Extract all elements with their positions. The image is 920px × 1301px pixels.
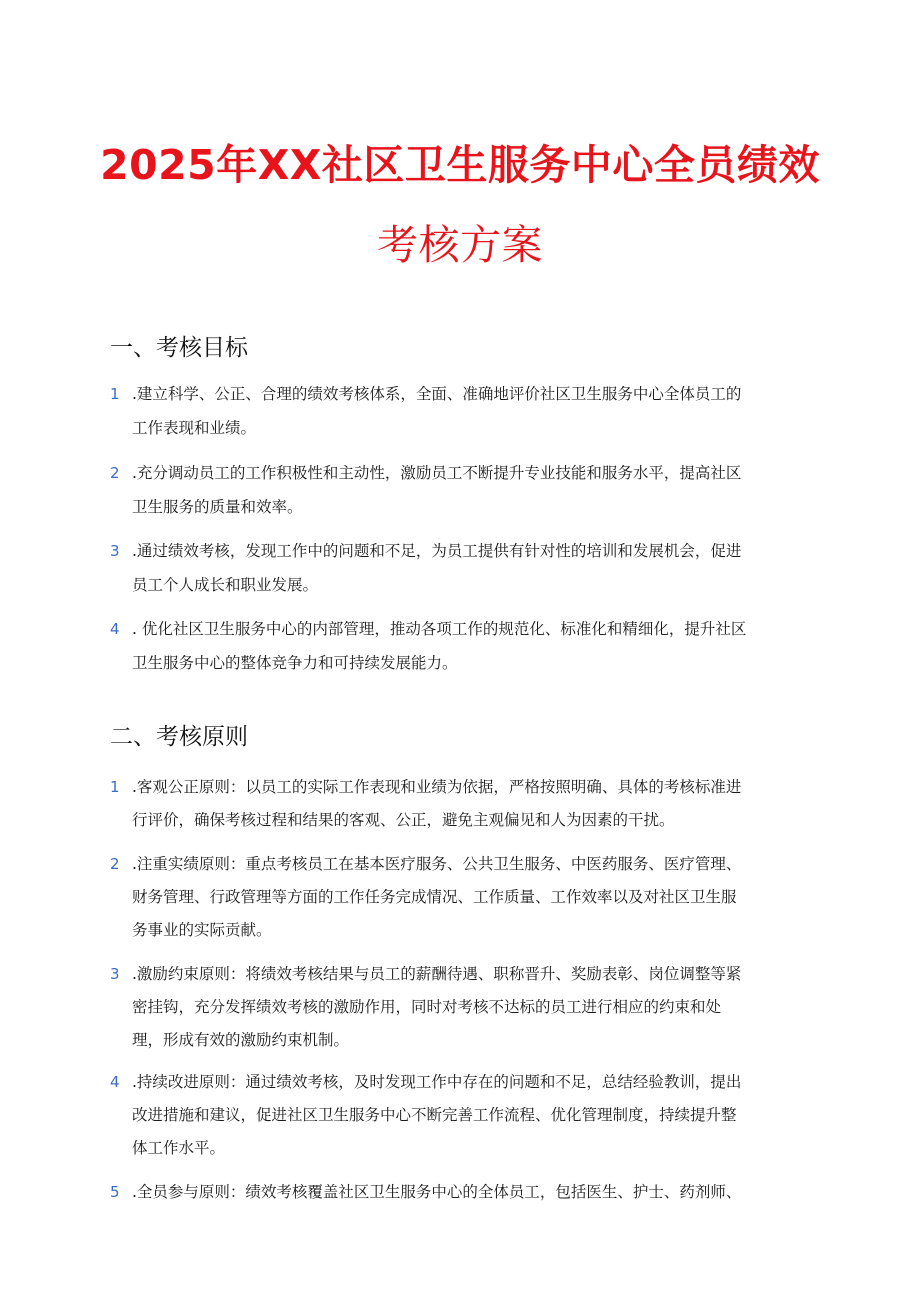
item-number: 2 — [110, 855, 120, 873]
item-text-line: 员工个人成长和职业发展。 — [132, 576, 319, 594]
document-title-line-2: 考核方案 — [377, 221, 543, 269]
item-text-line: 改进措施和建议，促进社区卫生服务中心不断完善工作流程、优化管理制度，持续提升整 — [132, 1106, 737, 1124]
item-number: 2 — [110, 464, 120, 482]
document-title-line-1: 2025年XX社区卫生服务中心全员绩效 — [100, 141, 820, 189]
item-text-line: 理，形成有效的激励约束机制。 — [132, 1031, 350, 1049]
item-number: 4 — [110, 1073, 120, 1091]
item-text-line: .建立科学、公正、合理的绩效考核体系，全面、准确地评价社区卫生服务中心全体员工的 — [132, 385, 742, 403]
item-text-line: .客观公正原则：以员工的实际工作表现和业绩为依据，严格按照明确、具体的考核标准进 — [132, 778, 742, 796]
item-number: 5 — [110, 1183, 120, 1201]
item-text-line: 工作表现和业绩。 — [132, 419, 257, 437]
item-text-line: . 优化社区卫生服务中心的内部管理，推动各项工作的规范化、标准化和精细化，提升社区 — [132, 620, 747, 638]
item-text-line: 行评价，确保考核过程和结果的客观、公正，避免主观偏见和人为因素的干扰。 — [132, 811, 675, 829]
section-heading-objectives: 一、考核目标 — [110, 335, 248, 361]
item-number: 3 — [110, 542, 120, 560]
item-text-line: .充分调动员工的工作积极性和主动性，激励员工不断提升专业技能和服务水平，提高社区 — [132, 464, 742, 482]
item-number: 1 — [110, 385, 120, 403]
item-text-line: 财务管理、行政管理等方面的工作任务完成情况、工作质量、工作效率以及对社区卫生服 — [132, 888, 737, 906]
item-text-line: .激励约束原则：将绩效考核结果与员工的薪酬待遇、职称晋升、奖励表彰、岗位调整等紧 — [132, 965, 742, 983]
item-number: 1 — [110, 778, 120, 796]
item-text-line: .注重实绩原则：重点考核员工在基本医疗服务、公共卫生服务、中医药服务、医疗管理、 — [132, 855, 742, 873]
item-text-line: 密挂钩，充分发挥绩效考核的激励作用，同时对考核不达标的员工进行相应的约束和处 — [132, 998, 722, 1016]
item-text-line: .持续改进原则：通过绩效考核，及时发现工作中存在的问题和不足，总结经验教训，提出 — [132, 1073, 742, 1091]
item-text-line: .通过绩效考核，发现工作中的问题和不足，为员工提供有针对性的培训和发展机会，促进 — [132, 542, 742, 560]
item-text-line: 体工作水平。 — [132, 1139, 226, 1157]
section-heading-principles: 二、考核原则 — [110, 724, 248, 750]
item-number: 4 — [110, 620, 120, 638]
item-text-line: .全员参与原则：绩效考核覆盖社区卫生服务中心的全体员工，包括医生、护士、药剂师、 — [132, 1183, 742, 1201]
item-text-line: 卫生服务中心的整体竞争力和可持续发展能力。 — [132, 654, 458, 672]
item-text-line: 卫生服务的质量和效率。 — [132, 498, 303, 516]
item-text-line: 务事业的实际贡献。 — [132, 921, 272, 939]
item-number: 3 — [110, 965, 120, 983]
